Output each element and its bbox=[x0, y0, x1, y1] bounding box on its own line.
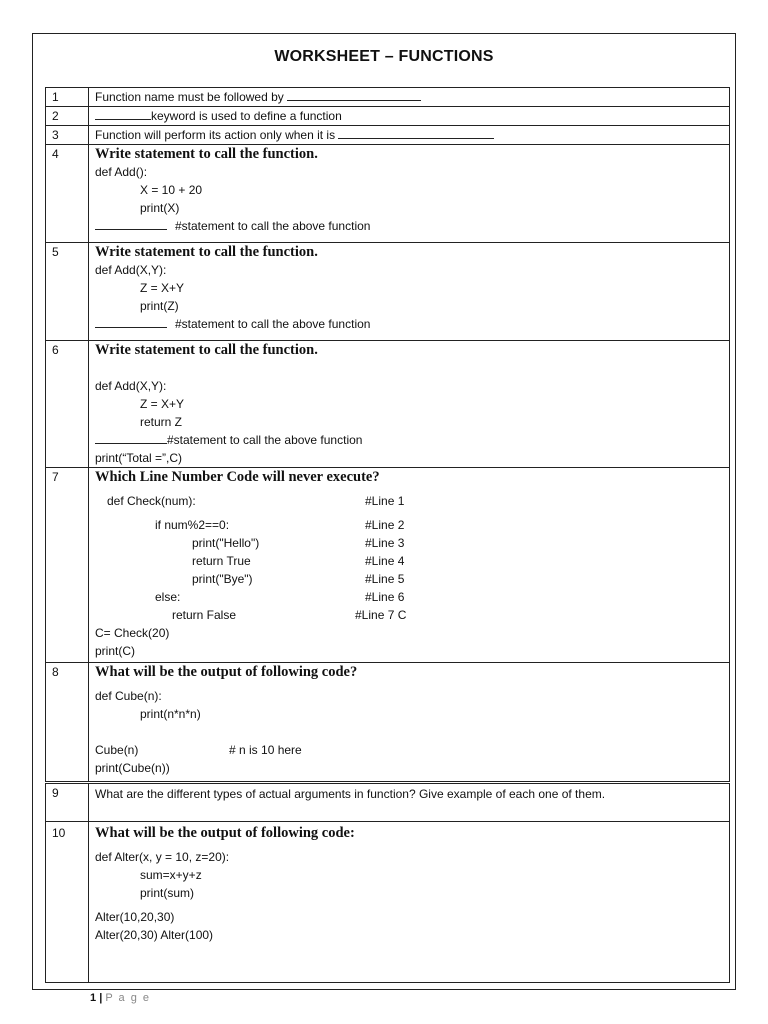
question-body bbox=[89, 341, 730, 468]
code-line: sum=x+y+z bbox=[140, 868, 202, 882]
code-comment: #statement to call the above function bbox=[175, 317, 371, 331]
code-line bbox=[95, 570, 729, 588]
question-row-7 bbox=[46, 468, 730, 663]
question-number: 7 bbox=[46, 468, 89, 663]
code-line: def Add(X,Y): bbox=[95, 379, 167, 393]
question-row-9 bbox=[46, 783, 730, 822]
code-line: print(Z) bbox=[140, 299, 179, 313]
question-number: 4 bbox=[46, 145, 89, 243]
line-tag: #Line 3 bbox=[365, 536, 405, 550]
code-text: return False bbox=[172, 608, 237, 622]
question-row-1 bbox=[46, 88, 730, 107]
question-1-text: Function name must be followed by bbox=[95, 90, 284, 104]
code-line: print(sum) bbox=[140, 886, 195, 900]
question-number: 6 bbox=[46, 341, 89, 468]
code-text: return True bbox=[192, 554, 251, 568]
code-line: print(“Total =”,C) bbox=[95, 451, 183, 465]
question-body bbox=[89, 468, 730, 663]
code-line bbox=[95, 606, 729, 624]
code-line bbox=[95, 741, 729, 759]
question-row-3 bbox=[46, 126, 730, 145]
code-line bbox=[95, 534, 729, 552]
code-line: def Add(X,Y): bbox=[95, 263, 167, 277]
question-row-8 bbox=[46, 663, 730, 783]
question-number: 9 bbox=[46, 783, 89, 822]
page-footer bbox=[90, 992, 151, 1004]
question-row-2 bbox=[46, 107, 730, 126]
code-line bbox=[95, 217, 729, 235]
code-line: print(X) bbox=[140, 201, 180, 215]
code-line bbox=[95, 315, 729, 333]
question-row-10 bbox=[46, 822, 730, 983]
code-text: def Check(num): bbox=[107, 494, 196, 508]
code-line: print(C) bbox=[95, 644, 136, 658]
question-9-text: What are the different types of actual arguments in function? Give example of each one of them. bbox=[95, 787, 606, 801]
answer-blank bbox=[95, 107, 151, 120]
code-text: Cube(n) bbox=[95, 743, 139, 757]
code-line bbox=[95, 588, 729, 606]
question-row-4 bbox=[46, 145, 730, 243]
question-text bbox=[89, 126, 730, 145]
question-number: 5 bbox=[46, 243, 89, 341]
answer-blank bbox=[287, 88, 421, 101]
code-comment: #statement to call the above function bbox=[175, 219, 371, 233]
question-2-text: keyword is used to define a function bbox=[151, 109, 342, 123]
question-text bbox=[89, 107, 730, 126]
question-body bbox=[89, 145, 730, 243]
worksheet-title: WORKSHEET – FUNCTIONS bbox=[274, 48, 494, 65]
code-line bbox=[95, 552, 729, 570]
line-tag: #Line 5 bbox=[365, 572, 405, 586]
line-tag: #Line 4 bbox=[365, 554, 405, 568]
question-heading: Which Line Number Code will never execute? bbox=[95, 469, 380, 485]
answer-blank bbox=[95, 431, 167, 444]
line-tag: #Line 6 bbox=[365, 590, 405, 604]
worksheet-table bbox=[45, 87, 730, 983]
answer-blank bbox=[95, 315, 167, 328]
footer-separator: | bbox=[99, 992, 103, 1004]
code-comment: #statement to call the above function bbox=[167, 433, 363, 447]
question-body bbox=[89, 822, 730, 983]
question-3-text: Function will perform its action only when it is bbox=[95, 128, 336, 142]
answer-blank bbox=[95, 217, 167, 230]
code-line: def Alter(x, y = 10, z=20): bbox=[95, 850, 230, 864]
code-line: return Z bbox=[140, 415, 183, 429]
question-row-6 bbox=[46, 341, 730, 468]
code-line bbox=[95, 492, 729, 510]
line-tag: #Line 7 C bbox=[355, 608, 407, 622]
page-number: 1 bbox=[90, 992, 97, 1004]
code-line: X = 10 + 20 bbox=[140, 183, 203, 197]
question-number: 8 bbox=[46, 663, 89, 783]
code-line bbox=[95, 516, 729, 534]
question-heading: Write statement to call the function. bbox=[95, 146, 318, 162]
code-line: Alter(20,30) Alter(100) bbox=[95, 928, 214, 942]
code-line: def Cube(n): bbox=[95, 689, 162, 703]
question-text bbox=[89, 88, 730, 107]
line-tag: #Line 2 bbox=[365, 518, 405, 532]
question-heading: Write statement to call the function. bbox=[95, 244, 318, 260]
answer-blank bbox=[338, 126, 494, 139]
code-line bbox=[95, 431, 729, 449]
question-heading: Write statement to call the function. bbox=[95, 342, 318, 358]
code-comment: # n is 10 here bbox=[229, 743, 302, 757]
code-line: print(Cube(n)) bbox=[95, 761, 170, 775]
question-number: 2 bbox=[46, 107, 89, 126]
question-number: 1 bbox=[46, 88, 89, 107]
question-body bbox=[89, 783, 730, 822]
question-body bbox=[89, 663, 730, 783]
code-text: print("Hello") bbox=[192, 536, 260, 550]
line-tag: #Line 1 bbox=[365, 494, 405, 508]
question-body bbox=[89, 243, 730, 341]
code-text: if num%2==0: bbox=[155, 518, 230, 532]
page-label: P a g e bbox=[105, 992, 151, 1004]
question-number: 3 bbox=[46, 126, 89, 145]
code-line: Z = X+Y bbox=[140, 281, 185, 295]
code-line: print(n*n*n) bbox=[140, 707, 201, 721]
question-row-5 bbox=[46, 243, 730, 341]
code-line: C= Check(20) bbox=[95, 626, 170, 640]
code-line: Alter(10,20,30) bbox=[95, 910, 175, 924]
code-text: print("Bye") bbox=[192, 572, 253, 586]
question-heading: What will be the output of following code: bbox=[95, 825, 355, 841]
question-number: 10 bbox=[46, 822, 89, 983]
question-heading: What will be the output of following code? bbox=[95, 664, 358, 680]
code-line: Z = X+Y bbox=[140, 397, 185, 411]
code-line: def Add(): bbox=[95, 165, 148, 179]
code-text: else: bbox=[155, 590, 181, 604]
